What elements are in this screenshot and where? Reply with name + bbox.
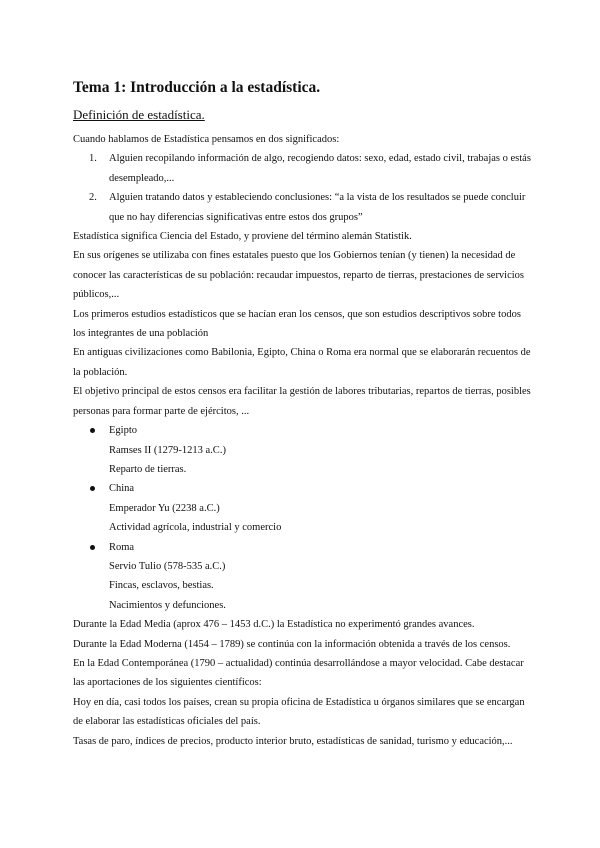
list-item [73,149,533,188]
paragraph: Tasas de paro, índices de precios, producto interior bruto, estadísticas de sanidad, turismo y educación,... [73,735,513,747]
civilization-detail: Servio Tulio (578-535 a.C.) [109,560,226,572]
civilization-detail: Emperador Yu (2238 a.C.) [109,502,220,514]
paragraph: En la Edad Contemporánea (1790 – actualidad) continúa desarrollándose a mayor velocidad. Cabe destacar las aportaciones de los siguientes científicos: [73,657,524,689]
page-title: Tema 1: Introducción a la estadística. [73,79,321,96]
civilization-detail: Fincas, esclavos, bestias. [109,580,214,592]
paragraph: Los primeros estudios estadísticos que se hacían eran los censos, que son estudios descriptivos sobre todos los integrantes de una población [73,308,521,340]
civilization-detail: Actividad agrícola, industrial y comercio [109,522,282,534]
meanings-list [73,149,533,227]
paragraph: El objetivo principal de estos censos era facilitar la gestión de labores tributarias, repartos de tierras, posibles personas para formar parte de ejércitos, ... [73,386,531,417]
list-item-roma [73,538,533,616]
intro-paragraph: Cuando hablamos de Estadística pensamos en dos significados: [73,134,340,145]
paragraph: Hoy en día, casi todos los países, crean su propia oficina de Estadística u órganos similares que se encargan de elaborar las estadísticas oficiales del país. [73,696,525,728]
paragraph: En sus orígenes se utilizaba con fines estatales puesto que los Gobiernos tenían (y tienen) la necesidad de conocer las características de su población: recaudar impuestos, reparto de tierras, prestaciones de servicios públicos,... [73,250,525,301]
paragraph: En antiguas civilizaciones como Babilonia, Egipto, China o Roma era normal que se elaborarán recuentos de la población. [73,347,531,378]
civilization-name: China [109,483,135,495]
list-number: 2. [89,192,97,204]
civilization-name: Egipto [109,425,137,437]
bullet-icon [90,486,95,491]
document-body [73,78,533,751]
paragraph: Durante la Edad Media (aprox 476 – 1453 d.C.) la Estadística no experimentó grandes avances. [73,619,475,631]
civilizations-list [73,421,533,615]
bullet-icon [90,545,95,550]
list-item-text: Alguien tratando datos y estableciendo conclusiones: “a la vista de los resultados se puede concluir que no hay diferencias significativas entre estos dos grupos” [109,192,526,223]
list-number: 1. [89,153,97,165]
bullet-icon [90,428,95,433]
list-item [73,188,533,227]
list-item-text: Alguien recopilando información de algo, recogiendo datos: sexo, edad, estado civil, trabajas o estás desempleado,... [109,153,531,184]
section-heading: Definición de estadística. [73,107,205,122]
civilization-name: Roma [109,541,135,553]
civilization-detail: Nacimientos y defunciones. [109,599,226,611]
paragraph: Estadística significa Ciencia del Estado, y proviene del término alemán Statistik. [73,231,412,243]
paragraph: Durante la Edad Moderna (1454 – 1789) se continúa con la información obtenida a través de los censos. [73,638,511,650]
list-item-egipto [73,421,533,479]
civilization-detail: Ramses II (1279-1213 a.C.) [109,444,226,456]
civilization-detail: Reparto de tierras. [109,463,187,475]
list-item-china [73,479,533,537]
